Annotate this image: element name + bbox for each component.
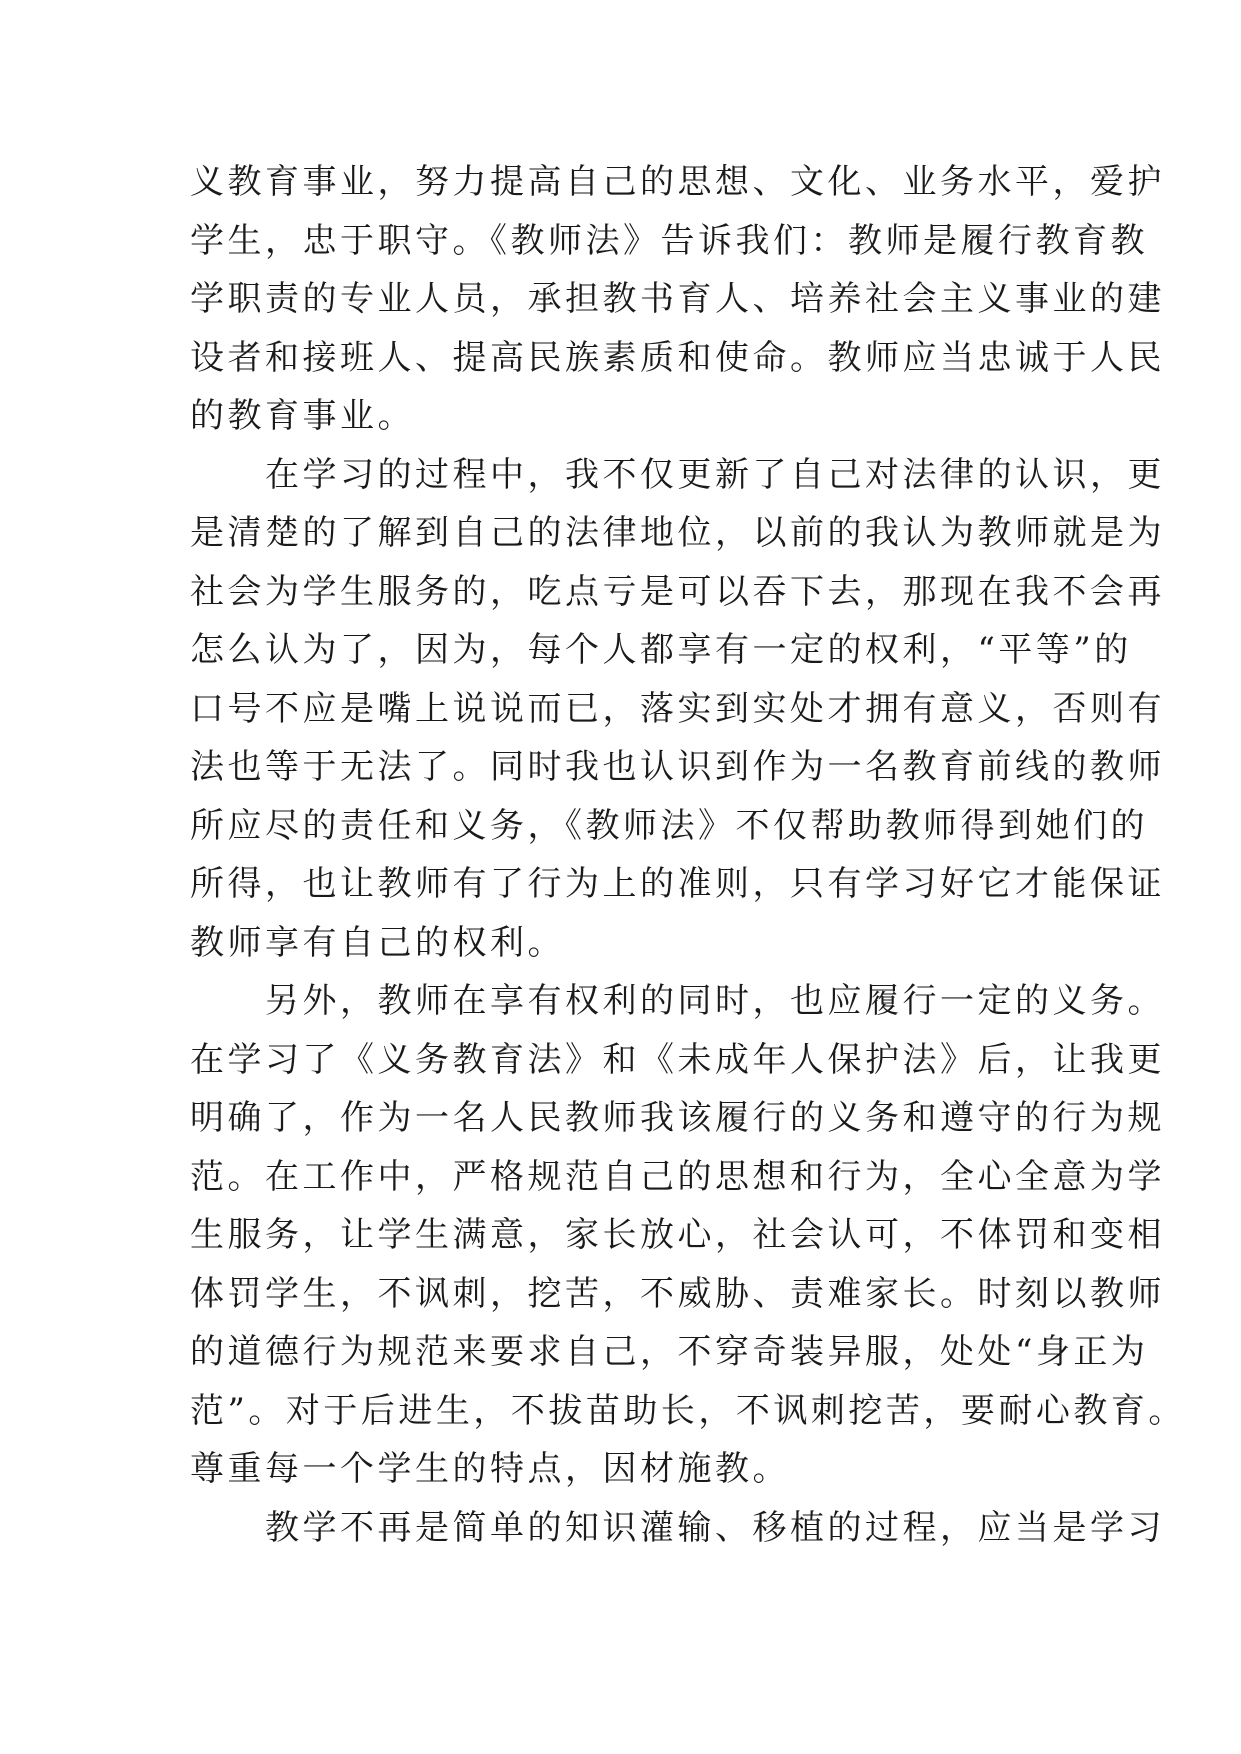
body-text (190, 153, 1186, 1557)
text-line: 怎么认为了，因为，每个人都享有一定的权利，“平等”的 (190, 630, 1132, 670)
text-line: 教师享有自己的权利。 (190, 922, 565, 963)
text-line: 生服务，让学生满意，家长放心，社会认可，不体罚和变相 (190, 1215, 1165, 1255)
text-line: 所得，也让教师有了行为上的准则，只有学习好它才能保证 (190, 864, 1165, 904)
text-line: 义教育事业，努力提高自己的思想、文化、业务水平，爱护 (190, 162, 1165, 202)
text-line: 所应尽的责任和义务，《教师法》不仅帮助教师得到她们的 (190, 805, 1148, 846)
text-line: 范”。对于后进生，不拔苗助长，不讽刺挖苦，要耐心教育。 (190, 1390, 1186, 1431)
text-line: 体罚学生，不讽刺，挖苦，不威胁、责难家长。时刻以教师 (190, 1273, 1165, 1314)
text-line: 在学习的过程中，我不仅更新了自己对法律的认识，更 (190, 454, 1165, 495)
text-line: 社会为学生服务的，吃点亏是可以吞下去，那现在我不会再 (190, 571, 1165, 612)
text-line: 另外，教师在享有权利的同时，也应履行一定的义务。 (190, 981, 1165, 1021)
text-line: 范。在工作中，严格规范自己的思想和行为，全心全意为学 (190, 1156, 1165, 1197)
text-line: 学职责的专业人员，承担教书育人、培养社会主义事业的建 (190, 279, 1165, 319)
text-line: 在学习了《义务教育法》和《未成年人保护法》后，让我更 (190, 1039, 1165, 1080)
text-line: 尊重每一个学生的特点，因材施教。 (190, 1449, 790, 1489)
text-line: 的道德行为规范来要求自己，不穿奇装异服，处处“身正为 (190, 1332, 1149, 1372)
text-line: 学生，忠于职守。《教师法》告诉我们：教师是履行教育教 (190, 220, 1148, 261)
text-line: 的教育事业。 (190, 396, 415, 436)
text-line: 法也等于无法了。同时我也认识到作为一名教育前线的教师 (190, 747, 1165, 787)
text-line: 教学不再是简单的知识灌输、移植的过程，应当是学习 (190, 1507, 1165, 1548)
text-line: 是清楚的了解到自己的法律地位，以前的我认为教师就是为 (190, 513, 1165, 553)
text-line: 口号不应是嘴上说说而已，落实到实处才拥有意义，否则有 (190, 688, 1165, 729)
text-line: 明确了，作为一名人民教师我该履行的义务和遵守的行为规 (190, 1098, 1165, 1138)
text-line: 设者和接班人、提高民族素质和使命。教师应当忠诚于人民 (190, 337, 1165, 378)
